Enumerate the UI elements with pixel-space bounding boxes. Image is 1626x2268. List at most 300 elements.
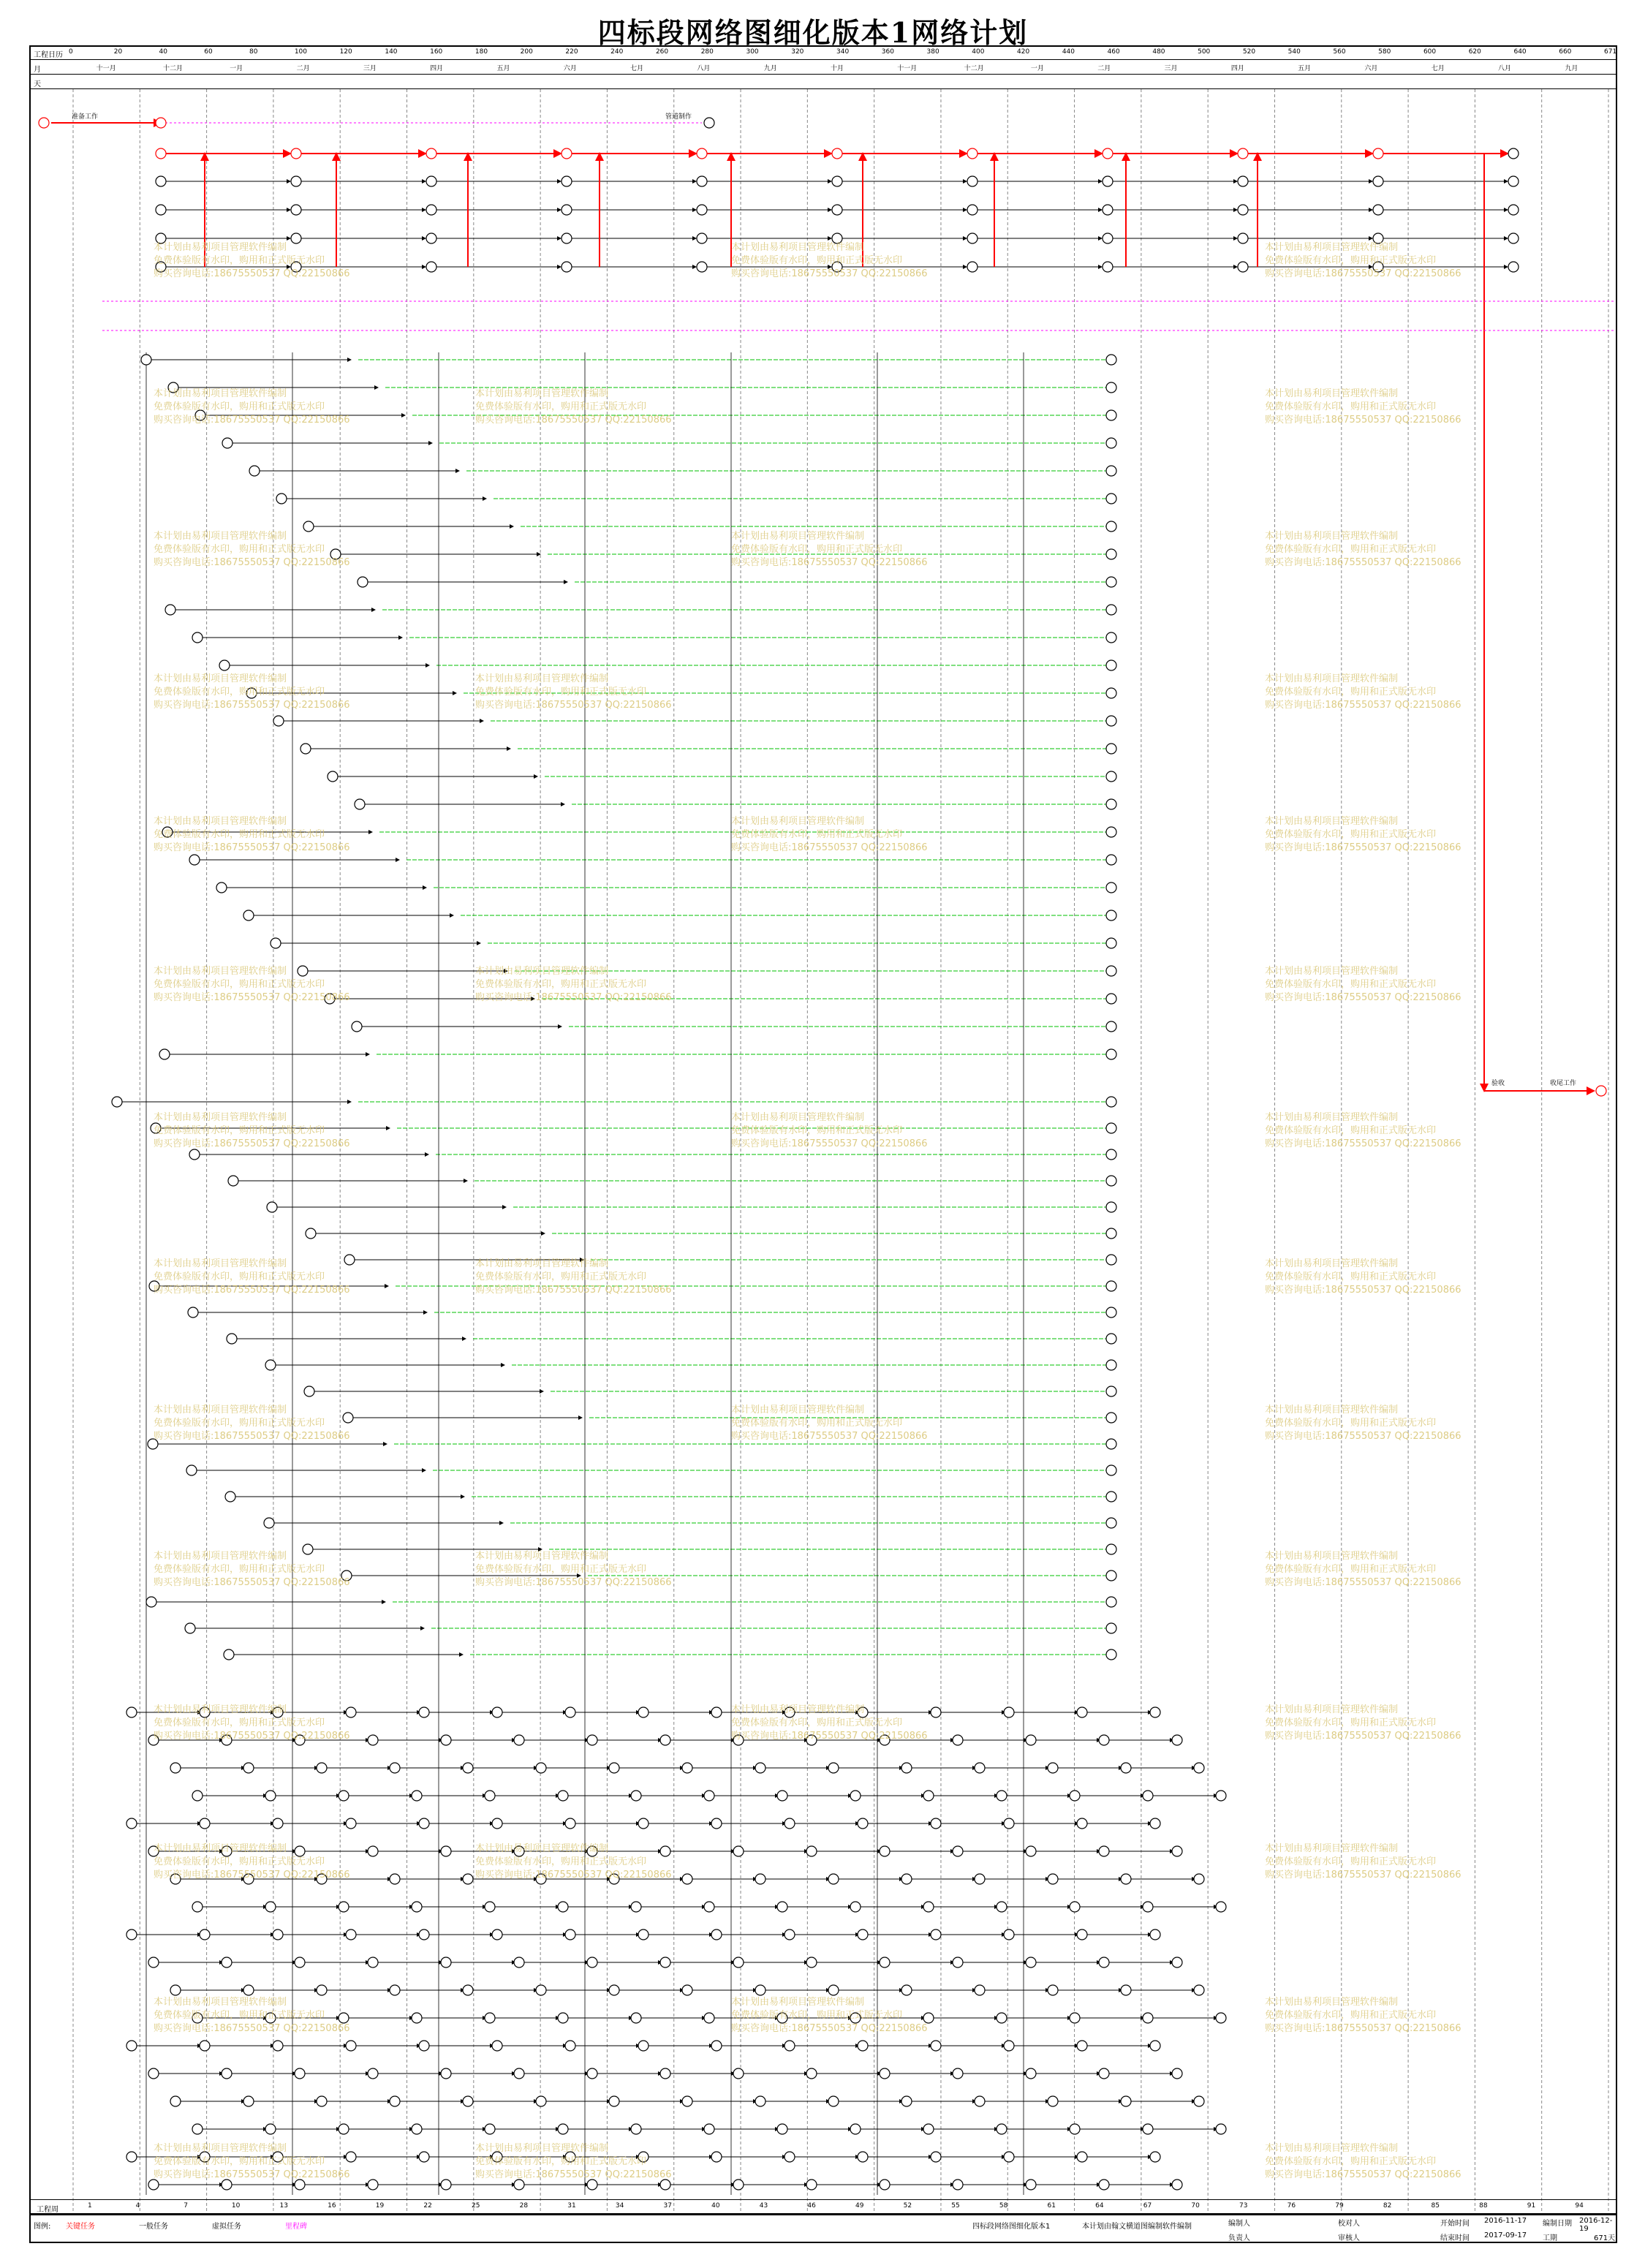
event-node — [492, 1707, 502, 1717]
event-node — [222, 438, 232, 448]
event-node — [1099, 1957, 1109, 1968]
watermark-text: 本计划由易利项目管理软件编制 免费体验版有水印，购用和正式版无水印 购买咨询电话:18675550537 QQ:22150866 — [475, 966, 672, 1003]
watermark-text: 本计划由易利项目管理软件编制 免费体验版有水印，购用和正式版无水印 购买咨询电话:18675550537 QQ:22150866 — [154, 1405, 350, 1442]
event-node — [1077, 2041, 1087, 2051]
event-node — [1238, 205, 1248, 215]
event-node — [463, 1985, 473, 1995]
event-node — [777, 1791, 787, 1801]
event-node — [1143, 2013, 1153, 2023]
event-node — [967, 262, 978, 272]
event-node — [1121, 1763, 1131, 1773]
event-node — [1216, 1791, 1226, 1801]
watermark-text: 本计划由易利项目管理软件编制 免费体验版有水印，购用和正式版无水印 购买咨询电话:18675550537 QQ:22150866 — [154, 2143, 350, 2180]
task-label-finish: 收尾工作 — [1550, 1080, 1577, 1087]
event-node — [304, 1386, 314, 1396]
event-node — [170, 2096, 181, 2106]
footer-start: 2016-11-17 — [1484, 2217, 1527, 2225]
watermark-text: 本计划由易利项目管理软件编制 免费体验版有水印，购用和正式版无水印 购买咨询电话:18675550537 QQ:22150866 — [731, 1112, 928, 1149]
event-node — [631, 2013, 641, 2023]
watermark-text: 本计划由易利项目管理软件编制 免费体验版有水印，购用和正式版无水印 购买咨询电话:18675550537 QQ:22150866 — [154, 1551, 350, 1588]
event-node — [828, 1874, 839, 1884]
event-node — [492, 1818, 502, 1829]
event-node — [390, 1874, 400, 1884]
event-node — [755, 1763, 765, 1773]
month-tick: 十二月 — [162, 65, 183, 72]
watermark-text: 本计划由易利项目管理软件编制 免费体验版有水印，购用和正式版无水印 购买咨询电话:18675550537 QQ:22150866 — [1265, 673, 1461, 711]
event-node — [192, 1791, 203, 1801]
event-node — [426, 148, 436, 159]
event-node — [1048, 2096, 1058, 2106]
event-node — [1373, 176, 1383, 186]
month-tick: 二月 — [1097, 65, 1111, 72]
event-node — [1194, 2096, 1204, 2106]
day-tick: 160 — [430, 48, 443, 56]
day-tick: 420 — [1017, 48, 1030, 56]
event-node — [192, 632, 203, 643]
week-tick: 10 — [231, 2202, 241, 2210]
week-label: 工程周 — [37, 2206, 58, 2214]
event-node — [273, 2041, 283, 2051]
event-node — [850, 2124, 861, 2134]
watermark-text: 本计划由易利项目管理软件编制 免费体验版有水印，购用和正式版无水印 购买咨询电话:18675550537 QQ:22150866 — [154, 531, 350, 568]
event-node — [339, 2124, 349, 2134]
event-node — [1508, 176, 1519, 186]
event-node — [1099, 1735, 1109, 1745]
week-tick: 61 — [1047, 2202, 1056, 2210]
event-node — [317, 1763, 327, 1773]
event-node — [1106, 605, 1116, 615]
event-node — [828, 1985, 839, 1995]
event-node — [1216, 2013, 1226, 2023]
event-node — [975, 1985, 985, 1995]
event-node — [441, 1846, 451, 1856]
event-node — [967, 148, 978, 159]
event-node — [192, 1902, 203, 1912]
event-node — [186, 1465, 197, 1475]
event-node — [1216, 1902, 1226, 1912]
month-tick: 三月 — [363, 65, 377, 72]
event-node — [997, 1791, 1007, 1801]
event-node — [264, 1518, 274, 1528]
event-node — [967, 176, 978, 186]
event-node — [1238, 262, 1248, 272]
event-node — [1106, 1439, 1116, 1449]
event-node — [923, 1791, 934, 1801]
event-node — [225, 1492, 235, 1502]
event-node — [1070, 2124, 1080, 2134]
event-node — [1106, 1021, 1116, 1032]
watermark-text: 本计划由易利项目管理软件编制 免费体验版有水印，购用和正式版无水印 购买咨询电话:18675550537 QQ:22150866 — [1265, 1112, 1461, 1149]
event-node — [265, 1360, 276, 1370]
week-tick: 40 — [711, 2202, 720, 2210]
day-tick: 440 — [1062, 48, 1075, 56]
event-node — [1150, 1818, 1160, 1829]
event-node — [492, 2041, 502, 2051]
event-node — [953, 1735, 963, 1745]
event-node — [265, 1791, 276, 1801]
day-tick: 200 — [520, 48, 533, 56]
event-node — [682, 1985, 692, 1995]
event-node — [1238, 176, 1248, 186]
month-tick: 六月 — [1364, 65, 1378, 72]
event-node — [1077, 2152, 1087, 2162]
event-node — [514, 1735, 524, 1745]
event-node — [265, 2124, 276, 2134]
event-node — [291, 205, 301, 215]
event-node — [858, 1818, 868, 1829]
event-node — [536, 2096, 546, 2106]
watermark-text: 本计划由易利项目管理软件编制 免费体验版有水印，购用和正式版无水印 购买咨询电话:18675550537 QQ:22150866 — [154, 388, 350, 426]
event-node — [561, 148, 572, 159]
event-node — [1004, 1707, 1014, 1717]
month-tick: 十月 — [831, 65, 844, 72]
day-tick: 620 — [1468, 48, 1481, 56]
week-tick: 37 — [663, 2202, 672, 2210]
event-node — [638, 1929, 648, 1940]
week-tick: 49 — [855, 2202, 864, 2210]
event-node — [1143, 1902, 1153, 1912]
watermark-text: 本计划由易利项目管理软件编制 免费体验版有水印，购用和正式版无水印 购买咨询电话:18675550537 QQ:22150866 — [1265, 388, 1461, 426]
event-node — [1143, 1791, 1153, 1801]
event-node — [828, 1763, 839, 1773]
calendar-label: 工程日历 — [34, 51, 63, 59]
week-tick: 25 — [472, 2202, 480, 2210]
watermark-text: 本计划由易利项目管理软件编制 免费体验版有水印，购用和正式版无水印 购买咨询电话:18675550537 QQ:22150866 — [475, 1551, 672, 1588]
footer-made: 2016-12-19 — [1579, 2217, 1613, 2233]
watermark-text: 本计划由易利项目管理软件编制 免费体验版有水印，购用和正式版无水印 购买咨询电话:18675550537 QQ:22150866 — [475, 2143, 672, 2180]
event-node — [1596, 1086, 1606, 1096]
week-tick: 1 — [88, 2202, 92, 2210]
event-node — [492, 1929, 502, 1940]
task-label-acceptance: 验收 — [1491, 1080, 1505, 1087]
event-node — [485, 1791, 495, 1801]
event-node — [711, 1818, 722, 1829]
event-node — [733, 2068, 744, 2079]
event-node — [346, 1818, 356, 1829]
event-node — [222, 1957, 232, 1968]
event-node — [1106, 855, 1116, 865]
footer-duration-label: 工期 — [1543, 2234, 1557, 2242]
event-node — [784, 2152, 795, 2162]
event-node — [733, 1846, 744, 1856]
event-node — [638, 1707, 648, 1717]
watermark-text: 本计划由易利项目管理软件编制 免费体验版有水印，购用和正式版无水印 购买咨询电话:18675550537 QQ:22150866 — [1265, 242, 1461, 279]
day-tick: 140 — [385, 48, 398, 56]
event-node — [317, 2096, 327, 2106]
event-node — [1106, 1544, 1116, 1554]
week-tick: 70 — [1191, 2202, 1200, 2210]
event-node — [1508, 148, 1519, 159]
day-tick: 260 — [655, 48, 669, 56]
event-node — [368, 2068, 378, 2079]
event-node — [243, 1985, 254, 1995]
event-node — [355, 799, 365, 809]
event-node — [463, 2096, 473, 2106]
event-node — [1238, 148, 1248, 159]
event-node — [1194, 1985, 1204, 1995]
watermark-text: 本计划由易利项目管理软件编制 免费体验版有水印，购用和正式版无水印 购买咨询电话:18675550537 QQ:22150866 — [1265, 816, 1461, 853]
event-node — [975, 1874, 985, 1884]
month-tick: 九月 — [763, 65, 777, 72]
event-node — [850, 1902, 861, 1912]
event-node — [1373, 148, 1383, 159]
event-node — [832, 205, 842, 215]
day-tick: 120 — [339, 48, 352, 56]
event-node — [1172, 2068, 1182, 2079]
event-node — [1121, 2096, 1131, 2106]
event-node — [219, 660, 230, 670]
watermark-text: 本计划由易利项目管理软件编制 免费体验版有水印，购用和正式版无水印 购买咨询电话:18675550537 QQ:22150866 — [154, 966, 350, 1003]
event-node — [265, 1902, 276, 1912]
event-node — [1106, 1149, 1116, 1160]
month-tick: 十一月 — [897, 65, 918, 72]
event-node — [901, 1874, 912, 1884]
event-node — [1373, 205, 1383, 215]
event-node — [1004, 2152, 1014, 2162]
event-node — [1106, 577, 1116, 587]
event-node — [711, 1929, 722, 1940]
event-node — [1106, 355, 1116, 365]
event-node — [967, 205, 978, 215]
event-node — [419, 1707, 429, 1717]
footer-duration: 671天 — [1594, 2234, 1616, 2242]
event-node — [1508, 262, 1519, 272]
event-node — [189, 855, 200, 865]
event-node — [1106, 688, 1116, 698]
event-node — [426, 176, 436, 186]
calendar-month-row — [29, 60, 1617, 75]
watermark-text: 本计划由易利项目管理软件编制 免费体验版有水印，购用和正式版无水印 购买咨询电话:18675550537 QQ:22150866 — [154, 242, 350, 279]
event-node — [426, 233, 436, 243]
event-node — [300, 744, 311, 754]
event-node — [1172, 2180, 1182, 2190]
event-node — [412, 2013, 422, 2023]
day-tick: 0 — [69, 48, 73, 56]
footer-software: 本计划由翰文横道图编制软件编制 — [1082, 2223, 1192, 2231]
event-node — [704, 118, 714, 128]
event-node — [1106, 1097, 1116, 1107]
event-node — [704, 2013, 714, 2023]
event-node — [1106, 1518, 1116, 1528]
week-tick: 67 — [1143, 2202, 1152, 2210]
event-node — [339, 1902, 349, 1912]
event-node — [346, 1929, 356, 1940]
event-node — [346, 2041, 356, 2051]
event-node — [1106, 994, 1116, 1004]
day-tick: 100 — [294, 48, 307, 56]
event-node — [1103, 262, 1113, 272]
event-node — [146, 1597, 156, 1607]
event-node — [419, 2152, 429, 2162]
month-tick: 二月 — [296, 65, 310, 72]
watermark-text: 本计划由易利项目管理软件编制 免费体验版有水印，购用和正式版无水印 购买咨询电话:18675550537 QQ:22150866 — [154, 1112, 350, 1149]
event-node — [806, 1846, 817, 1856]
event-node — [390, 1763, 400, 1773]
event-node — [711, 2041, 722, 2051]
event-node — [273, 1929, 283, 1940]
event-node — [858, 2152, 868, 2162]
event-node — [1106, 1281, 1116, 1291]
event-node — [711, 1707, 722, 1717]
event-node — [1508, 205, 1519, 215]
footer-checker: 校对人 — [1338, 2220, 1360, 2228]
week-tick: 13 — [279, 2202, 288, 2210]
event-node — [148, 1957, 159, 1968]
event-node — [711, 2152, 722, 2162]
week-tick: 22 — [423, 2202, 432, 2210]
day-tick: 220 — [565, 48, 578, 56]
event-node — [1026, 1735, 1036, 1745]
event-node — [276, 494, 287, 504]
event-node — [587, 1735, 597, 1745]
event-node — [697, 262, 707, 272]
event-node — [850, 1791, 861, 1801]
event-node — [485, 1902, 495, 1912]
week-tick: 4 — [135, 2202, 140, 2210]
day-tick: 40 — [159, 48, 167, 56]
event-node — [997, 1902, 1007, 1912]
event-node — [1099, 1846, 1109, 1856]
month-tick: 一月 — [230, 65, 243, 72]
event-node — [216, 882, 227, 893]
event-node — [832, 176, 842, 186]
day-tick: 580 — [1378, 48, 1391, 56]
event-node — [368, 1957, 378, 1968]
event-node — [126, 2152, 137, 2162]
event-node — [126, 2041, 137, 2051]
event-node — [1106, 382, 1116, 393]
event-node — [880, 2180, 890, 2190]
watermark-text: 本计划由易利项目管理软件编制 免费体验版有水印，购用和正式版无水印 购买咨询电话:18675550537 QQ:22150866 — [475, 1843, 672, 1880]
event-node — [565, 1929, 575, 1940]
task-label-prep: 准备工作 — [72, 113, 99, 121]
event-node — [317, 1985, 327, 1995]
event-node — [419, 2041, 429, 2051]
watermark-text: 本计划由易利项目管理软件编制 免费体验版有水印，购用和正式版无水印 购买咨询电话:18675550537 QQ:22150866 — [731, 816, 928, 853]
day-unit-label: 天 — [34, 80, 41, 88]
event-node — [1106, 466, 1116, 476]
watermark-text: 本计划由易利项目管理软件编制 免费体验版有水印，购用和正式版无水印 购买咨询电话:18675550537 QQ:22150866 — [1265, 966, 1461, 1003]
event-node — [953, 1957, 963, 1968]
event-node — [587, 1957, 597, 1968]
event-node — [997, 2013, 1007, 2023]
day-tick: 500 — [1198, 48, 1211, 56]
event-node — [1099, 2180, 1109, 2190]
event-node — [901, 1763, 912, 1773]
event-node — [328, 771, 338, 782]
event-node — [1103, 176, 1113, 186]
event-node — [1508, 233, 1519, 243]
event-node — [1106, 521, 1116, 532]
event-node — [126, 1818, 137, 1829]
event-node — [755, 1874, 765, 1884]
event-node — [997, 2124, 1007, 2134]
event-node — [638, 1818, 648, 1829]
event-node — [697, 233, 707, 243]
week-tick: 79 — [1335, 2202, 1344, 2210]
event-node — [1106, 1228, 1116, 1239]
event-node — [1106, 1202, 1116, 1212]
week-tick: 88 — [1479, 2202, 1488, 2210]
event-node — [156, 118, 166, 128]
task-label-pipe: 管道制作 — [665, 113, 692, 121]
event-node — [243, 2096, 254, 2106]
event-node — [558, 2124, 568, 2134]
event-node — [561, 233, 572, 243]
event-node — [784, 2041, 795, 2051]
event-node — [1103, 148, 1113, 159]
event-node — [126, 1929, 137, 1940]
event-node — [295, 2068, 305, 2079]
event-node — [1106, 1049, 1116, 1059]
event-node — [441, 2068, 451, 2079]
watermark-text: 本计划由易利项目管理软件编制 免费体验版有水印，购用和正式版无水印 购买咨询电话:18675550537 QQ:22150866 — [731, 1405, 928, 1442]
event-node — [536, 1763, 546, 1773]
event-node — [1004, 1929, 1014, 1940]
event-node — [931, 2152, 941, 2162]
month-tick: 八月 — [697, 65, 711, 72]
event-node — [1106, 660, 1116, 670]
day-tick: 280 — [700, 48, 714, 56]
week-tick: 16 — [328, 2202, 336, 2210]
day-tick: 671 — [1604, 48, 1617, 56]
event-node — [412, 2124, 422, 2134]
event-node — [441, 2180, 451, 2190]
month-tick: 五月 — [496, 65, 510, 72]
event-node — [306, 1228, 316, 1239]
event-node — [923, 1902, 934, 1912]
event-node — [273, 1818, 283, 1829]
event-node — [228, 1176, 238, 1186]
event-node — [368, 2180, 378, 2190]
event-node — [1106, 410, 1116, 420]
event-node — [631, 1902, 641, 1912]
event-node — [784, 1929, 795, 1940]
event-node — [1106, 799, 1116, 809]
legend-label: 图例: — [34, 2223, 51, 2231]
event-node — [148, 2068, 159, 2079]
event-node — [697, 205, 707, 215]
event-node — [514, 1957, 524, 1968]
event-node — [1077, 1929, 1087, 1940]
day-tick: 520 — [1242, 48, 1256, 56]
watermark-text: 本计划由易利项目管理软件编制 免费体验版有水印，购用和正式版无水印 购买咨询电话:18675550537 QQ:22150866 — [1265, 1843, 1461, 1880]
event-node — [565, 2041, 575, 2051]
event-node — [755, 2096, 765, 2106]
event-node — [1077, 1818, 1087, 1829]
event-node — [1070, 1791, 1080, 1801]
watermark-text: 本计划由易利项目管理软件编制 免费体验版有水印，购用和正式版无水印 购买咨询电话:18675550537 QQ:22150866 — [475, 673, 672, 711]
watermark-text: 本计划由易利项目管理软件编制 免费体验版有水印，购用和正式版无水印 购买咨询电话:18675550537 QQ:22150866 — [154, 1843, 350, 1880]
event-node — [227, 1334, 237, 1344]
event-node — [141, 355, 151, 365]
event-node — [806, 1957, 817, 1968]
week-tick: 58 — [999, 2202, 1008, 2210]
month-tick: 六月 — [563, 65, 577, 72]
day-tick: 80 — [249, 48, 258, 56]
event-node — [200, 2041, 210, 2051]
event-node — [880, 1846, 890, 1856]
watermark-text: 本计划由易利项目管理软件编制 免费体验版有水印，购用和正式版无水印 购买咨询电话:18675550537 QQ:22150866 — [1265, 1258, 1461, 1296]
week-row — [29, 2199, 1617, 2214]
footer-editor: 编制人 — [1228, 2220, 1250, 2228]
event-node — [558, 2013, 568, 2023]
footer-block — [29, 2214, 1617, 2245]
event-node — [339, 1791, 349, 1801]
event-node — [1194, 1763, 1204, 1773]
week-tick: 31 — [567, 2202, 576, 2210]
event-node — [1172, 1735, 1182, 1745]
